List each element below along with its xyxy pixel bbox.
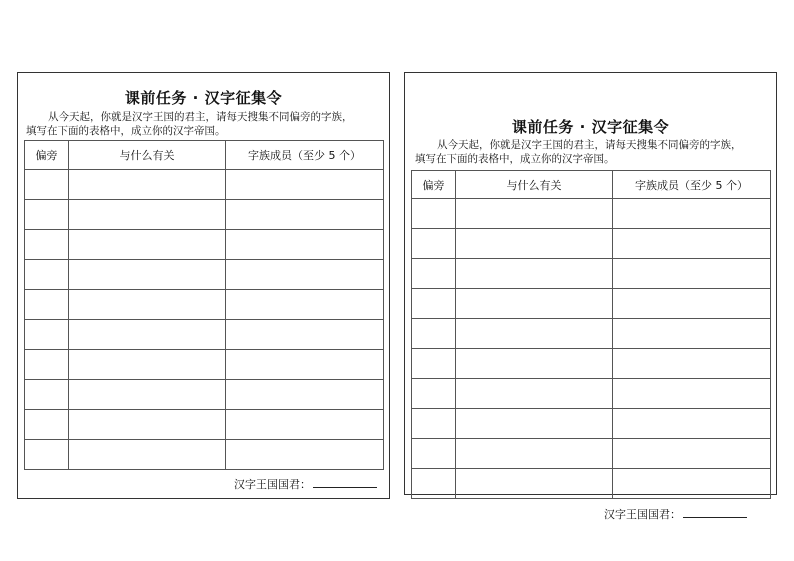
cell-radical[interactable] bbox=[25, 380, 69, 410]
cell-related-to[interactable] bbox=[69, 170, 226, 200]
intro-line-1: 从今天起，你就是汉字王国的君主，请每天搜集不同偏旁的字族， bbox=[48, 111, 353, 123]
cell-members[interactable] bbox=[226, 230, 384, 260]
cell-radical[interactable] bbox=[412, 439, 456, 469]
radical-table bbox=[411, 170, 771, 499]
cell-radical[interactable] bbox=[412, 289, 456, 319]
cell-radical[interactable] bbox=[25, 290, 69, 320]
table-row bbox=[412, 349, 771, 379]
cell-related-to[interactable] bbox=[456, 259, 613, 289]
task-card-right bbox=[404, 72, 777, 495]
cell-related-to[interactable] bbox=[69, 440, 226, 470]
cell-related-to[interactable] bbox=[69, 260, 226, 290]
cell-related-to[interactable] bbox=[456, 409, 613, 439]
cell-members[interactable] bbox=[226, 260, 384, 290]
cell-radical[interactable] bbox=[25, 230, 69, 260]
signature-label: 汉字王国国君： bbox=[604, 508, 681, 521]
cell-members[interactable] bbox=[613, 199, 771, 229]
cell-radical[interactable] bbox=[25, 410, 69, 440]
header-members: 字族成员（至少 5 个） bbox=[226, 141, 384, 170]
cell-radical[interactable] bbox=[25, 320, 69, 350]
table-row bbox=[412, 319, 771, 349]
radical-table bbox=[24, 140, 384, 470]
signature-area-right bbox=[604, 506, 747, 522]
table-row bbox=[25, 260, 384, 290]
cell-members[interactable] bbox=[613, 349, 771, 379]
cell-members[interactable] bbox=[613, 319, 771, 349]
cell-members[interactable] bbox=[226, 410, 384, 440]
cell-radical[interactable] bbox=[412, 409, 456, 439]
table-row bbox=[25, 410, 384, 440]
table-row bbox=[25, 230, 384, 260]
header-radical: 偏旁 bbox=[412, 171, 456, 199]
cell-related-to[interactable] bbox=[456, 439, 613, 469]
cell-members[interactable] bbox=[613, 229, 771, 259]
table-row bbox=[412, 229, 771, 259]
cell-related-to[interactable] bbox=[456, 469, 613, 499]
cell-members[interactable] bbox=[613, 439, 771, 469]
cell-radical[interactable] bbox=[412, 319, 456, 349]
cell-radical[interactable] bbox=[25, 350, 69, 380]
header-related-to: 与什么有关 bbox=[456, 171, 613, 199]
cell-members[interactable] bbox=[226, 290, 384, 320]
table-row bbox=[412, 409, 771, 439]
task-card-left bbox=[17, 72, 390, 499]
cell-related-to[interactable] bbox=[69, 350, 226, 380]
header-related-to: 与什么有关 bbox=[69, 141, 226, 170]
cell-related-to[interactable] bbox=[69, 410, 226, 440]
card-title: 课前任务 · 汉字征集令 bbox=[511, 118, 670, 136]
cell-related-to[interactable] bbox=[456, 229, 613, 259]
table-row bbox=[412, 199, 771, 229]
cell-radical[interactable] bbox=[412, 349, 456, 379]
card-title: 课前任务 · 汉字征集令 bbox=[124, 89, 283, 107]
signature-blank[interactable] bbox=[313, 477, 377, 488]
cell-members[interactable] bbox=[613, 289, 771, 319]
table-row bbox=[412, 289, 771, 319]
cell-members[interactable] bbox=[226, 320, 384, 350]
table-row bbox=[412, 469, 771, 499]
table-row bbox=[25, 200, 384, 230]
cell-members[interactable] bbox=[226, 170, 384, 200]
cell-members[interactable] bbox=[226, 350, 384, 380]
header-radical: 偏旁 bbox=[25, 141, 69, 170]
cell-members[interactable] bbox=[226, 440, 384, 470]
table-row bbox=[25, 290, 384, 320]
cell-members[interactable] bbox=[226, 200, 384, 230]
intro-line-1: 从今天起，你就是汉字王国的君主，请每天搜集不同偏旁的字族， bbox=[437, 139, 742, 151]
cell-members[interactable] bbox=[613, 409, 771, 439]
cell-related-to[interactable] bbox=[69, 320, 226, 350]
intro-text bbox=[26, 110, 386, 138]
cell-radical[interactable] bbox=[412, 259, 456, 289]
table-row bbox=[412, 259, 771, 289]
intro-line-2: 填写在下面的表格中，成立你的汉字帝国。 bbox=[26, 125, 226, 137]
cell-members[interactable] bbox=[613, 259, 771, 289]
table-row bbox=[25, 380, 384, 410]
table-row bbox=[412, 439, 771, 469]
cell-radical[interactable] bbox=[412, 229, 456, 259]
cell-related-to[interactable] bbox=[456, 199, 613, 229]
cell-related-to[interactable] bbox=[69, 230, 226, 260]
cell-related-to[interactable] bbox=[456, 319, 613, 349]
table-row bbox=[25, 320, 384, 350]
table-row bbox=[412, 379, 771, 409]
cell-radical[interactable] bbox=[25, 200, 69, 230]
cell-related-to[interactable] bbox=[456, 289, 613, 319]
signature-label: 汉字王国国君： bbox=[234, 478, 311, 491]
cell-radical[interactable] bbox=[25, 170, 69, 200]
cell-radical[interactable] bbox=[412, 469, 456, 499]
cell-related-to[interactable] bbox=[456, 349, 613, 379]
cell-radical[interactable] bbox=[25, 440, 69, 470]
cell-related-to[interactable] bbox=[69, 290, 226, 320]
cell-radical[interactable] bbox=[412, 199, 456, 229]
signature-area bbox=[234, 476, 377, 492]
header-members: 字族成员（至少 5 个） bbox=[613, 171, 771, 199]
cell-radical[interactable] bbox=[25, 260, 69, 290]
table-row bbox=[25, 350, 384, 380]
cell-radical[interactable] bbox=[412, 379, 456, 409]
table-row bbox=[25, 170, 384, 200]
table-row bbox=[25, 440, 384, 470]
cell-members[interactable] bbox=[613, 469, 771, 499]
intro-text bbox=[415, 138, 775, 166]
signature-blank[interactable] bbox=[683, 507, 747, 518]
cell-related-to[interactable] bbox=[456, 379, 613, 409]
cell-members[interactable] bbox=[613, 379, 771, 409]
intro-line-2: 填写在下面的表格中，成立你的汉字帝国。 bbox=[415, 153, 615, 165]
cell-related-to[interactable] bbox=[69, 380, 226, 410]
cell-members[interactable] bbox=[226, 380, 384, 410]
cell-related-to[interactable] bbox=[69, 200, 226, 230]
